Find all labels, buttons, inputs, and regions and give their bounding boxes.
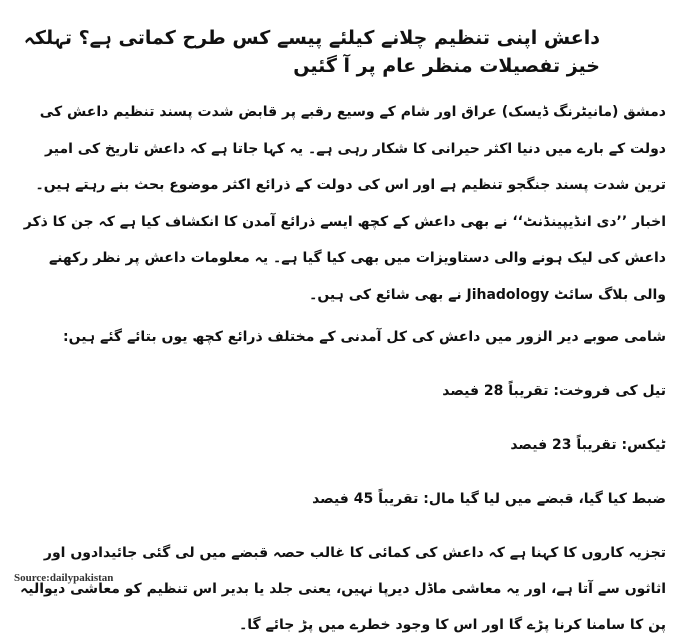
lead-in-paragraph: شامی صوبے دیر الزور میں داعش کی کل آمدنی کے مختلف ذرائع کچھ یوں بتائے گئے ہیں: — [63, 329, 666, 345]
article-headline: داعش اپنی تنظیم چلانے کیلئے پیسے کس طرح کماتی ہے؟ تہلکہ خیز تفصیلات منظر عام پر آ گئیں — [23, 27, 600, 77]
source-credit: Source:dailypakistan — [14, 572, 114, 584]
taxes-line: ٹیکس: تقریباً 23 فیصد — [510, 437, 666, 453]
analysis-paragraph: تجزیہ کاروں کا کہنا ہے کہ داعش کی کمائی کا غالب حصہ قبضے میں لی گئی جائیدادوں اور اثاثوں سے آتا ہے، اور یہ معاشی ماڈل دیرپا نہیں، یعنی جلد یا بدیر اس تنظیم کو معاشی دیوالیہ پن کا سامنا کرنا پڑے گا اور اس کا وجود خطرے میں پڑ جائے گا۔ — [20, 545, 666, 633]
intro-paragraph: دمشق (مانیٹرنگ ڈیسک) عراق اور شام کے وسیع رقبے پر قابض شدت پسند تنظیم داعش کی دولت کے بارے میں دنیا اکثر حیرانی کا شکار رہی ہے۔ یہ کہا جاتا ہے کہ داعش تاریخ کی امیر ترین شدت پسند جنگجو تنظیم ہے اور اس کی دولت کے ذرائع اکثر موضوع بحث بنے رہتے ہیں۔ اخبار ’’دی انڈیپینڈنٹ‘‘ نے بھی داعش کے کچھ ایسے ذرائع آمدن کا انکشاف کیا ہے کہ جن کا ذکر داعش کی لیک ہونے والی دستاویزات میں بھی کیا گیا ہے۔ یہ معلومات داعش پر نظر رکھنے والی بلاگ سائٹ Jihadology نے بھی شائع کی ہیں۔ — [23, 104, 666, 303]
confiscation-line: ضبط کیا گیا، قبضے میں لیا گیا مال: تقریباً 45 فیصد — [312, 491, 666, 507]
oil-sales-line: تیل کی فروخت: تقریباً 28 فیصد — [442, 383, 666, 399]
